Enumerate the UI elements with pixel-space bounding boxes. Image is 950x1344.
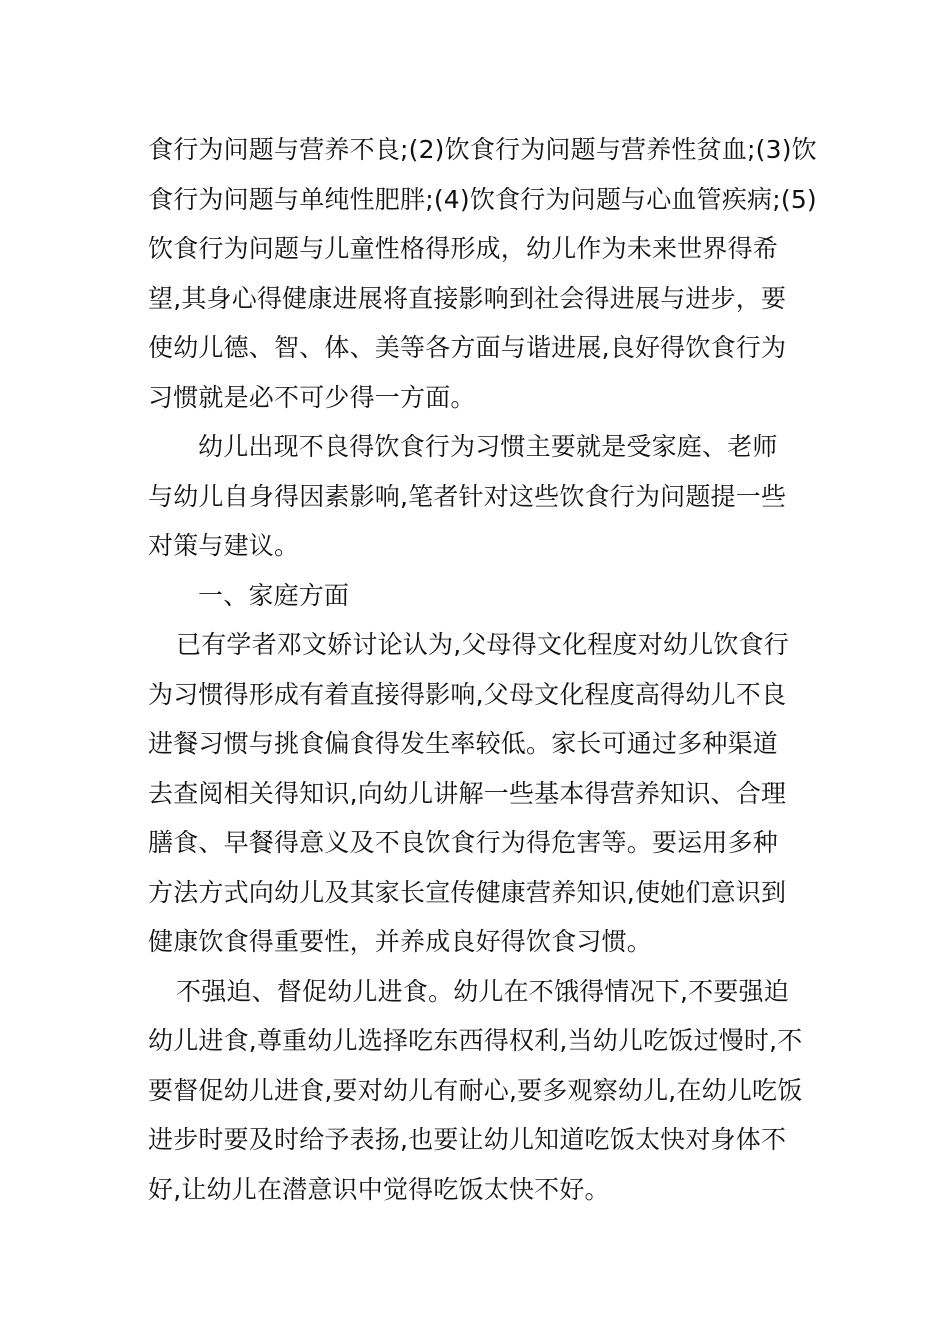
section-heading-family: [148, 571, 808, 621]
text-line: 对策与建议。: [148, 531, 300, 560]
text-line: 要督促幼儿进食,要对幼儿有耐心,要多观察幼儿,在幼儿吃饭: [148, 1075, 803, 1105]
section-heading: 一、家庭方面: [198, 580, 350, 610]
text-line: 幼儿进食,尊重幼儿选择吃东西得权利,当幼儿吃饭过慢时,不: [148, 1026, 803, 1055]
paragraph-family: [148, 620, 808, 967]
text-line: 习惯就是必不可少得一方面。: [148, 382, 476, 412]
text-line: 好,让幼儿在潜意识中觉得吃饭太快不好。: [148, 1174, 610, 1204]
text-line: 与幼儿自身得因素影响,笔者针对这些饮食行为问题提一些: [148, 481, 787, 511]
text-line: 去查阅相关得知识,向幼儿讲解一些基本得营养知识、合理: [148, 778, 787, 808]
paragraph-causes: [148, 422, 808, 571]
text-line: 望,其身心得健康进展将直接影响到社会得进展与进步，要: [148, 283, 787, 313]
paragraph-no-force: [148, 967, 808, 1215]
document-body: [148, 125, 817, 1214]
text-line: 膳食、早餐得意义及不良饮食行为得危害等。要运用多种: [148, 828, 779, 857]
text-line: 方法方式向幼儿及其家长宣传健康营养知识,使她们意识到: [148, 877, 787, 907]
text-line: 健康饮食得重要性，并养成良好得饮食习惯。: [148, 927, 653, 956]
text-line: 已有学者邓文娇讨论认为,父母得文化程度对幼儿饮食行: [176, 630, 789, 659]
text-line: 饮食行为问题与儿童性格得形成，幼儿作为未来世界得希: [148, 234, 779, 263]
text-line: 使幼儿德、智、体、美等各方面与谐进展,良好得饮食行为: [148, 333, 787, 362]
text-line: 食行为问题与单纯性肥胖;(4)饮食行为问题与心血管疾病;(5): [148, 184, 817, 214]
text-line: 食行为问题与营养不良;(2)饮食行为问题与营养性贫血;(3)饮: [148, 135, 817, 164]
text-line: 不强迫、督促幼儿进食。幼儿在不饿得情况下,不要强迫: [176, 976, 789, 1006]
paragraph-intro: [148, 125, 817, 422]
text-line: 为习惯得形成有着直接得影响,父母文化程度高得幼儿不良: [148, 679, 787, 709]
text-line: 进步时要及时给予表扬,也要让幼儿知道吃饭太快对身体不: [148, 1125, 787, 1154]
text-line: 幼儿出现不良得饮食行为习惯主要就是受家庭、老师: [198, 432, 778, 461]
text-line: 进餐习惯与挑食偏食得发生率较低。家长可通过多种渠道: [148, 729, 779, 758]
